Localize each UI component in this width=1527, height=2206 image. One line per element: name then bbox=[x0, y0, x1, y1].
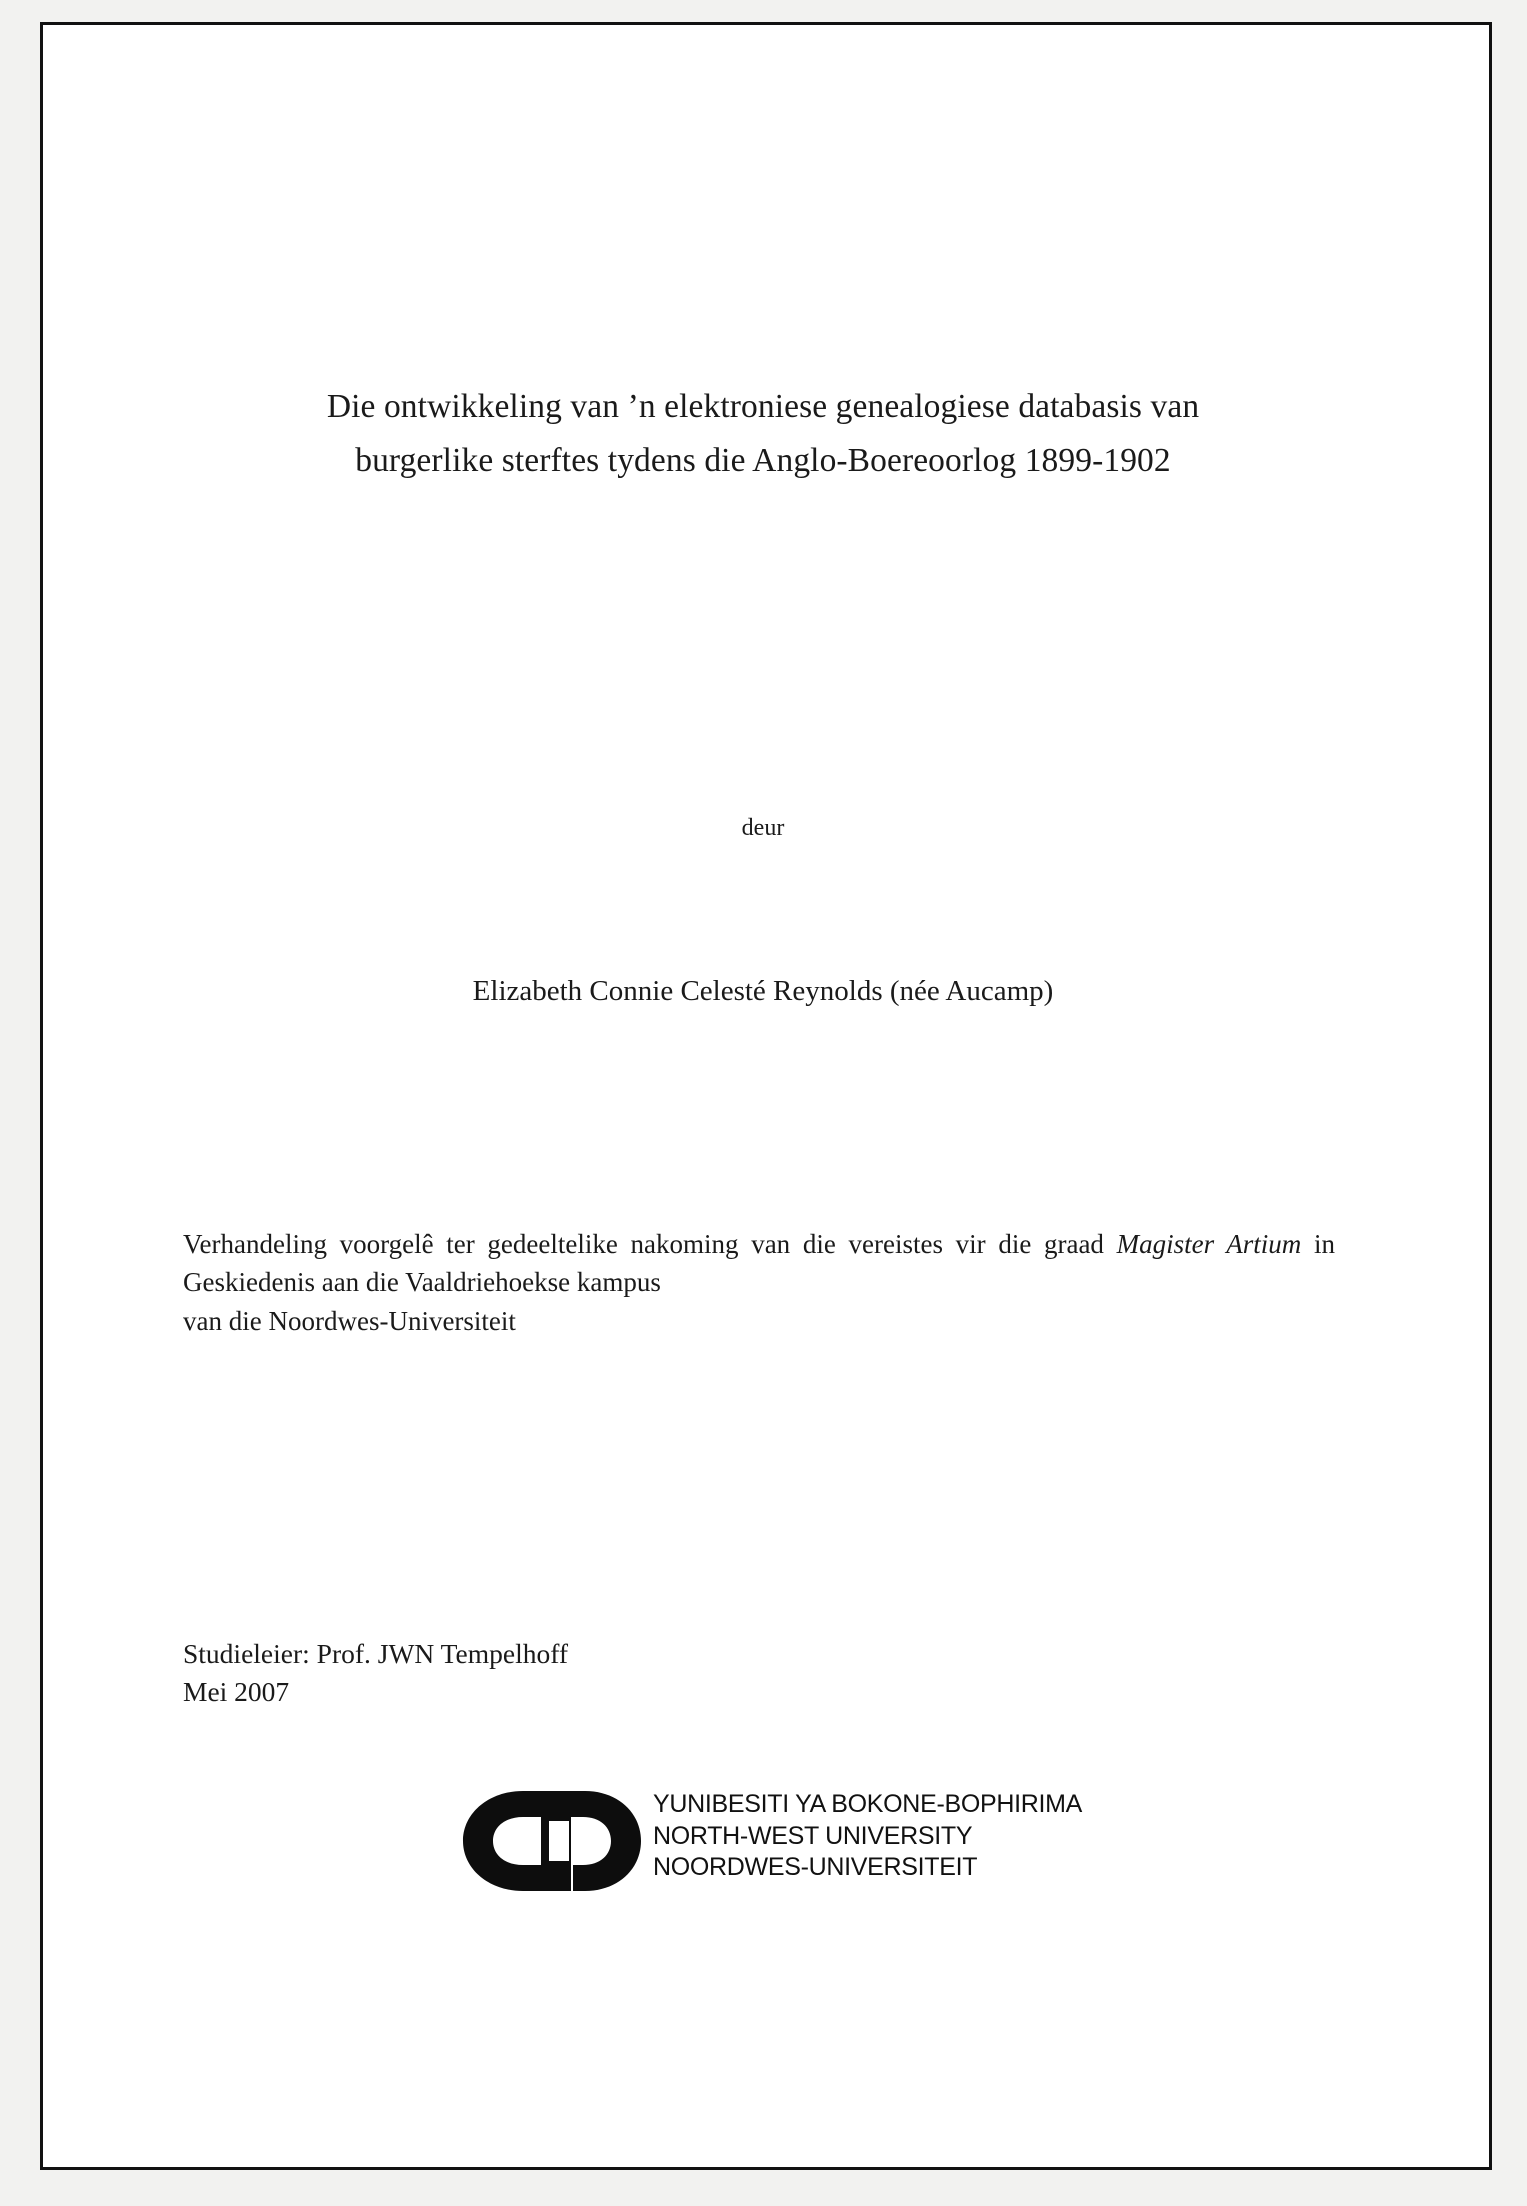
degree-statement-line-2: van die Noordwes-Universiteit bbox=[183, 1305, 516, 1336]
degree-name: Magister Artium bbox=[1116, 1229, 1302, 1259]
logo-text-line-3: NOORDWES-UNIVERSITEIT bbox=[653, 1853, 978, 1881]
page-title bbox=[183, 380, 1343, 489]
page-inner bbox=[43, 25, 1489, 2167]
title-line-2: burgerlike sterftes tydens die Anglo-Boereoorlog 1899-1902 bbox=[355, 442, 1171, 480]
statement-text-before: Verhandeling voorgelê ter gedeeltelike nakoming van die vereistes vir die graad bbox=[183, 1229, 1117, 1259]
date-line: Mei 2007 bbox=[183, 1675, 290, 1707]
degree-statement bbox=[183, 1225, 1335, 1340]
nwu-logo-icon bbox=[453, 1787, 643, 1895]
by-label: deur bbox=[741, 815, 785, 841]
page-content bbox=[183, 25, 1343, 2167]
title-line-1: Die ontwikkeling van ’n elektroniese genealogiese databasis van bbox=[326, 388, 1200, 425]
university-logo bbox=[453, 1785, 1213, 1905]
statement-text-after: in Geskiedenis aan die Vaaldriehoekse kampus bbox=[183, 1229, 1335, 1298]
page-frame bbox=[40, 22, 1492, 2170]
logo-text-line-1: YUNIBESITI YA BOKONE-BOPHIRIMA bbox=[653, 1790, 1083, 1818]
supervisor-block bbox=[183, 1635, 1343, 1711]
supervisor-line: Studieleier: Prof. JWN Tempelhoff bbox=[183, 1638, 569, 1669]
degree-statement-line-1 bbox=[183, 1225, 1335, 1302]
logo-text-line-2: NORTH-WEST UNIVERSITY bbox=[653, 1821, 973, 1850]
logo-text bbox=[653, 1789, 1082, 1884]
author-name: Elizabeth Connie Celesté Reynolds (née Aucamp) bbox=[472, 975, 1054, 1007]
